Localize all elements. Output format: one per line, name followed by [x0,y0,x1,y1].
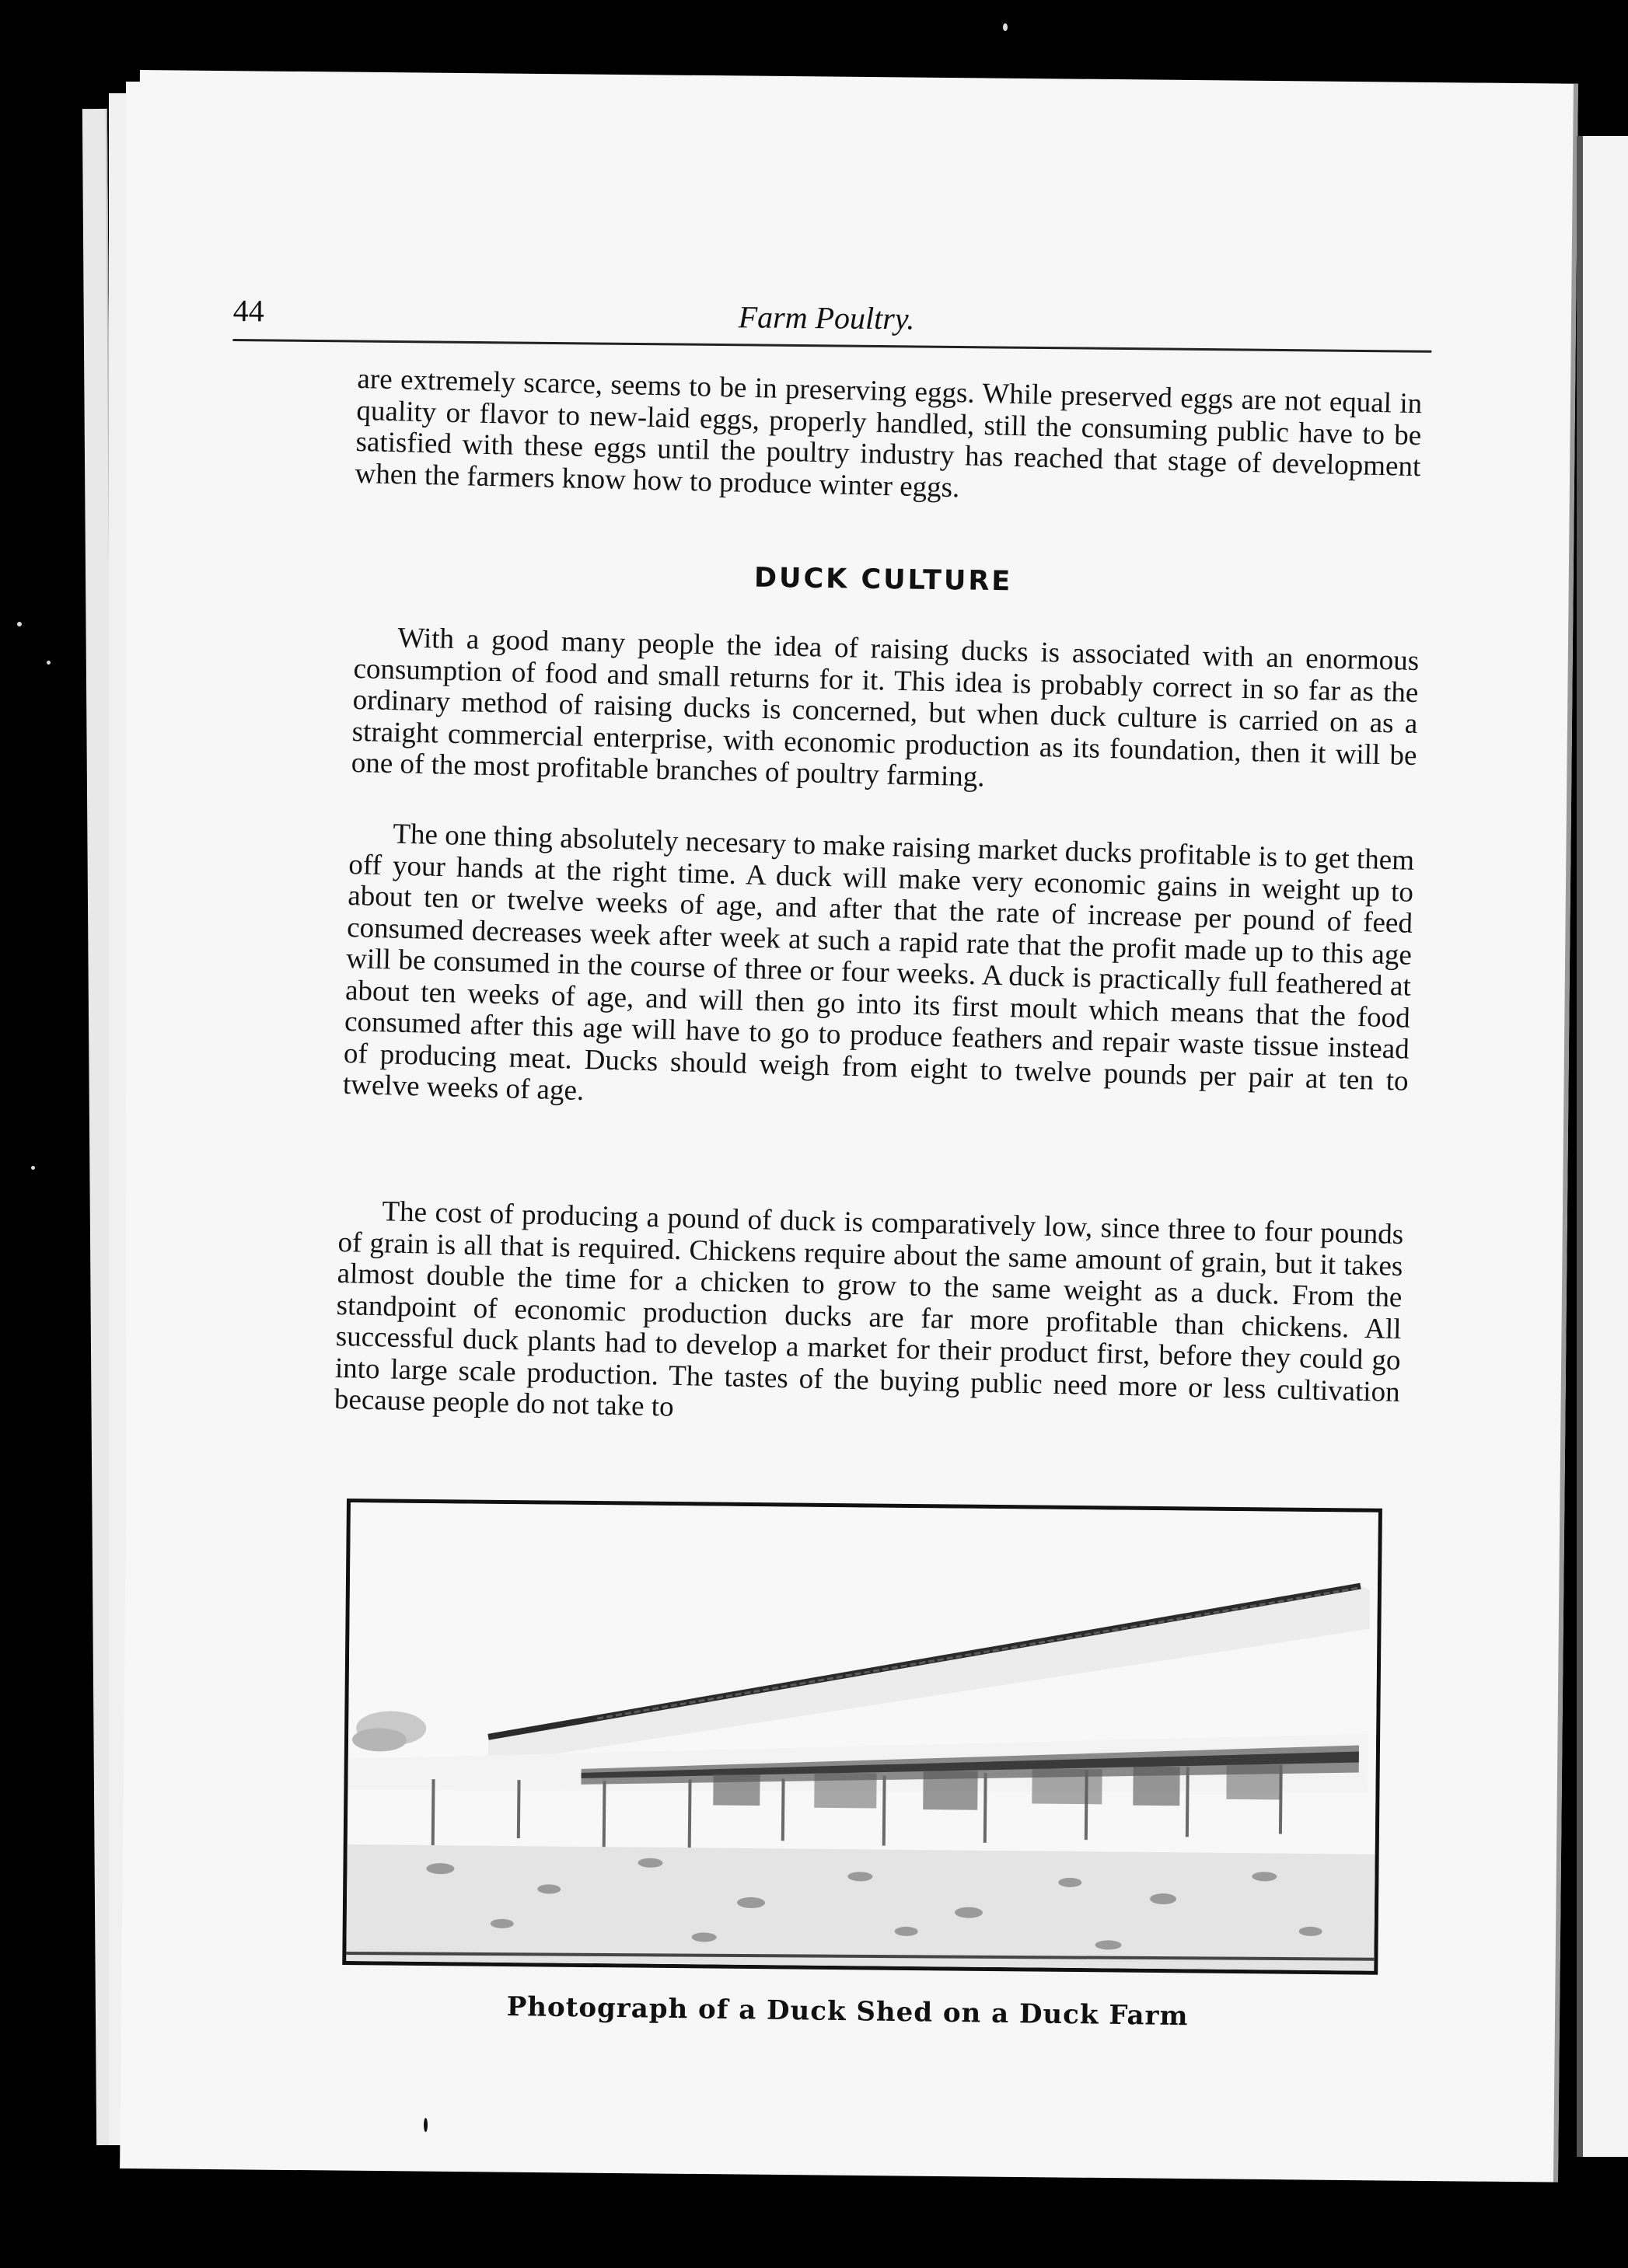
body-paragraph [351,622,1419,804]
paragraph-text: are extremely scarce, seems to be in preserving eggs. While preserved eggs are not equal in quality or flavor to new-laid eggs, properly handled, still the consuming public have to be satisfied with these eggs until the poultry industry has reached that stage of development when the farmers know how to produce winter eggs. [355,363,1423,504]
paragraph-text: The cost of producing a pound of duck is comparatively low, since three to four pounds of grain is all that is required. Chickens require about the same amount of grain, but it takes almost double the time for a chicken to grow to the same weight as a duck. From the standpoint of economic production ducks are far more profitable than chickens. All successful duck plants had to develop a market for their product first, before they could go into large scale production. The tastes of the buying public need more or less cultivation because people do not take to [334,1195,1404,1423]
page-number: 44 [232,292,264,329]
intro-paragraph [355,364,1422,515]
running-head: Farm Poultry. [738,299,915,337]
scan-speck [31,1166,35,1170]
scan-speck [424,2118,428,2132]
scan-speck [47,661,51,665]
paragraph-text: The one thing absolutely necesary to make raising market ducks profitable is to get them off your hands at the right time. A duck will make very economic gains in weight up to about ten or twelve weeks of age, and after that the rate of increase per pound of feed consumed decreases week after week at such a rapid rate that the profit made up to this age will be consumed in the course of three or four weeks. A duck is practically full feathered at about ten weeks of age, and will then go into its first moult which means that the food consumed after this age will have to go to produce feathers and repair waste tissue instead of producing meat. Ducks should weigh from eight to twelve pounds per pair at ten to twelve weeks of age. [342,818,1415,1107]
next-page-edge [1577,136,1628,2157]
duck-shed-image [346,1502,1378,1971]
section-title: DUCK CULTURE [753,562,1013,598]
duck-shed-photograph [342,1499,1382,1975]
photo-caption: Photograph of a Duck Shed on a Duck Farm [506,1991,1189,2032]
scan-speck [1003,23,1008,31]
scan-speck [17,622,22,626]
paragraph-text: With a good many people the idea of raising ducks is associated with an enormous consumption of food and small returns for it. This idea is probably correct in so far as the ordinary method of raising ducks is concerned, but when duck culture is carried on as a straight commercial enterprise, with economic production as its foundation, then it will be one of the most profitable branches of poultry farming. [351,622,1420,794]
body-paragraph [334,1195,1404,1440]
body-paragraph [342,818,1414,1129]
